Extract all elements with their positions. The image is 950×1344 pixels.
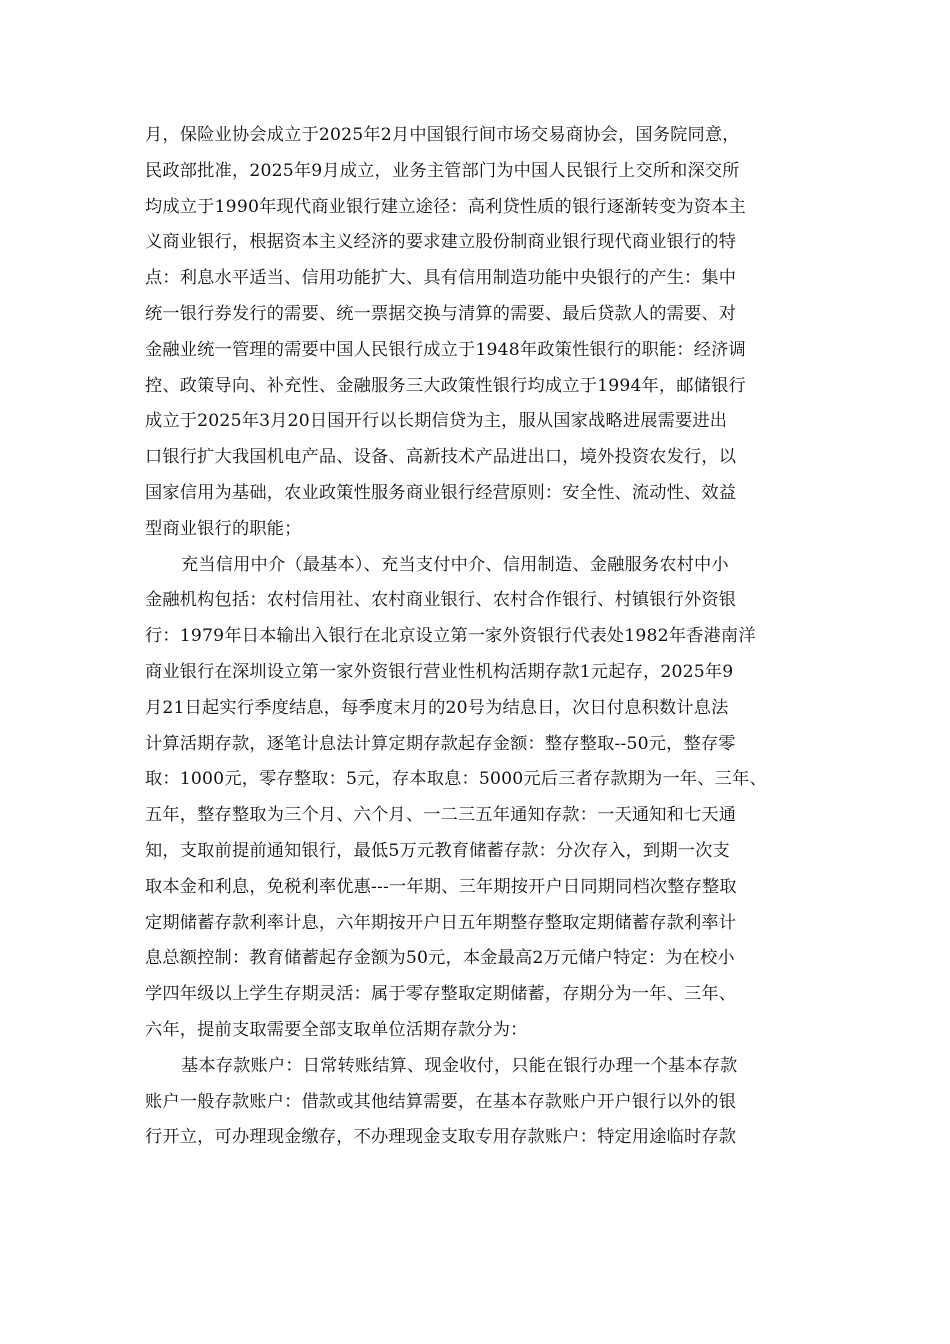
text-line: 国家信用为基础，农业政策性服务商业银行经营原则：安全性、流动性、效益 bbox=[145, 482, 737, 503]
text-line: 型商业银行的职能； bbox=[145, 518, 302, 539]
text-line: 金融业统一管理的需要中国人民银行成立于1948年政策性银行的职能：经济调 bbox=[145, 339, 746, 360]
body-text bbox=[145, 118, 805, 1156]
text-line: 计算活期存款，逐笔计息法计算定期存款起存金额：整存整取--50元，整存零 bbox=[145, 733, 736, 754]
text-line: 商业银行在深圳设立第一家外资银行营业性机构活期存款1元起存，2025年9 bbox=[145, 661, 734, 682]
text-line: 控、政策导向、补充性、金融服务三大政策性银行均成立于1994年，邮储银行 bbox=[145, 375, 746, 396]
text-line: 学四年级以上学生存期灵活：属于零存整取定期储蓄，存期分为一年、三年、 bbox=[145, 984, 737, 1005]
text-line: 定期储蓄存款利率计息，六年期按开户日五年期整存整取定期储蓄存款利率计 bbox=[145, 912, 737, 933]
text-line: 取：1000元，零存整取：5元，存本取息：5000元后三者存款期为一年、三年、 bbox=[145, 769, 767, 790]
text-line: 账户一般存款账户：借款或其他结算需要，在基本存款账户开户银行以外的银 bbox=[145, 1091, 737, 1112]
paragraph-start-line: 充当信用中介（最基本）、充当支付中介、信用制造、金融服务农村中小 bbox=[181, 554, 729, 575]
text-line: 民政部批准，2025年9月成立，业务主管部门为中国人民银行上交所和深交所 bbox=[145, 160, 740, 181]
text-line: 息总额控制：教育储蓄起存金额为50元，本金最高2万元储户特定：为在校小 bbox=[145, 948, 735, 969]
text-line: 月，保险业协会成立于2025年2月中国银行间市场交易商协会，国务院同意， bbox=[145, 125, 740, 145]
text-line: 月21日起实行季度结息，每季度末月的20号为结息日，次日付息积数计息法 bbox=[145, 697, 729, 718]
text-line: 五年，整存整取为三个月、六个月、一二三五年通知存款：一天通知和七天通 bbox=[145, 805, 737, 826]
text-line: 成立于2025年3月20日国开行以长期信贷为主，服从国家战略进展需要进出 bbox=[145, 411, 728, 432]
text-line: 口银行扩大我国机电产品、设备、高新技术产品进出口，境外投资农发行，以 bbox=[145, 447, 737, 468]
text-line: 均成立于1990年现代商业银行建立途径：高利贷性质的银行逐渐转变为资本主 bbox=[145, 196, 746, 217]
text-line: 金融机构包括：农村信用社、农村商业银行、农村合作银行、村镇银行外资银 bbox=[145, 590, 737, 611]
paragraph-start-line: 基本存款账户：日常转账结算、现金收付，只能在银行办理一个基本存款 bbox=[181, 1055, 738, 1076]
text-line: 义商业银行，根据资本主义经济的要求建立股份制商业银行现代商业银行的特 bbox=[145, 232, 737, 253]
text-line: 取本金和利息，免税利率优惠---一年期、三年期按开户日同期同档次整存整取 bbox=[145, 876, 737, 897]
text-line: 点：利息水平适当、信用功能扩大、具有信用制造功能中央银行的产生：集中 bbox=[145, 268, 737, 289]
text-line: 行开立，可办理现金缴存，不办理现金支取专用存款账户：特定用途临时存款 bbox=[145, 1127, 737, 1148]
text-line: 六年，提前支取需要全部支取单位活期存款分为： bbox=[145, 1019, 528, 1040]
text-line: 知，支取前提前通知银行，最低5万元教育储蓄存款：分次存入，到期一次支 bbox=[145, 840, 730, 861]
text-line: 行：1979年日本输出入银行在北京设立第一家外资银行代表处1982年香港南洋 bbox=[145, 626, 756, 647]
text-line: 统一银行券发行的需要、统一票据交换与清算的需要、最后贷款人的需要、对 bbox=[145, 303, 737, 324]
